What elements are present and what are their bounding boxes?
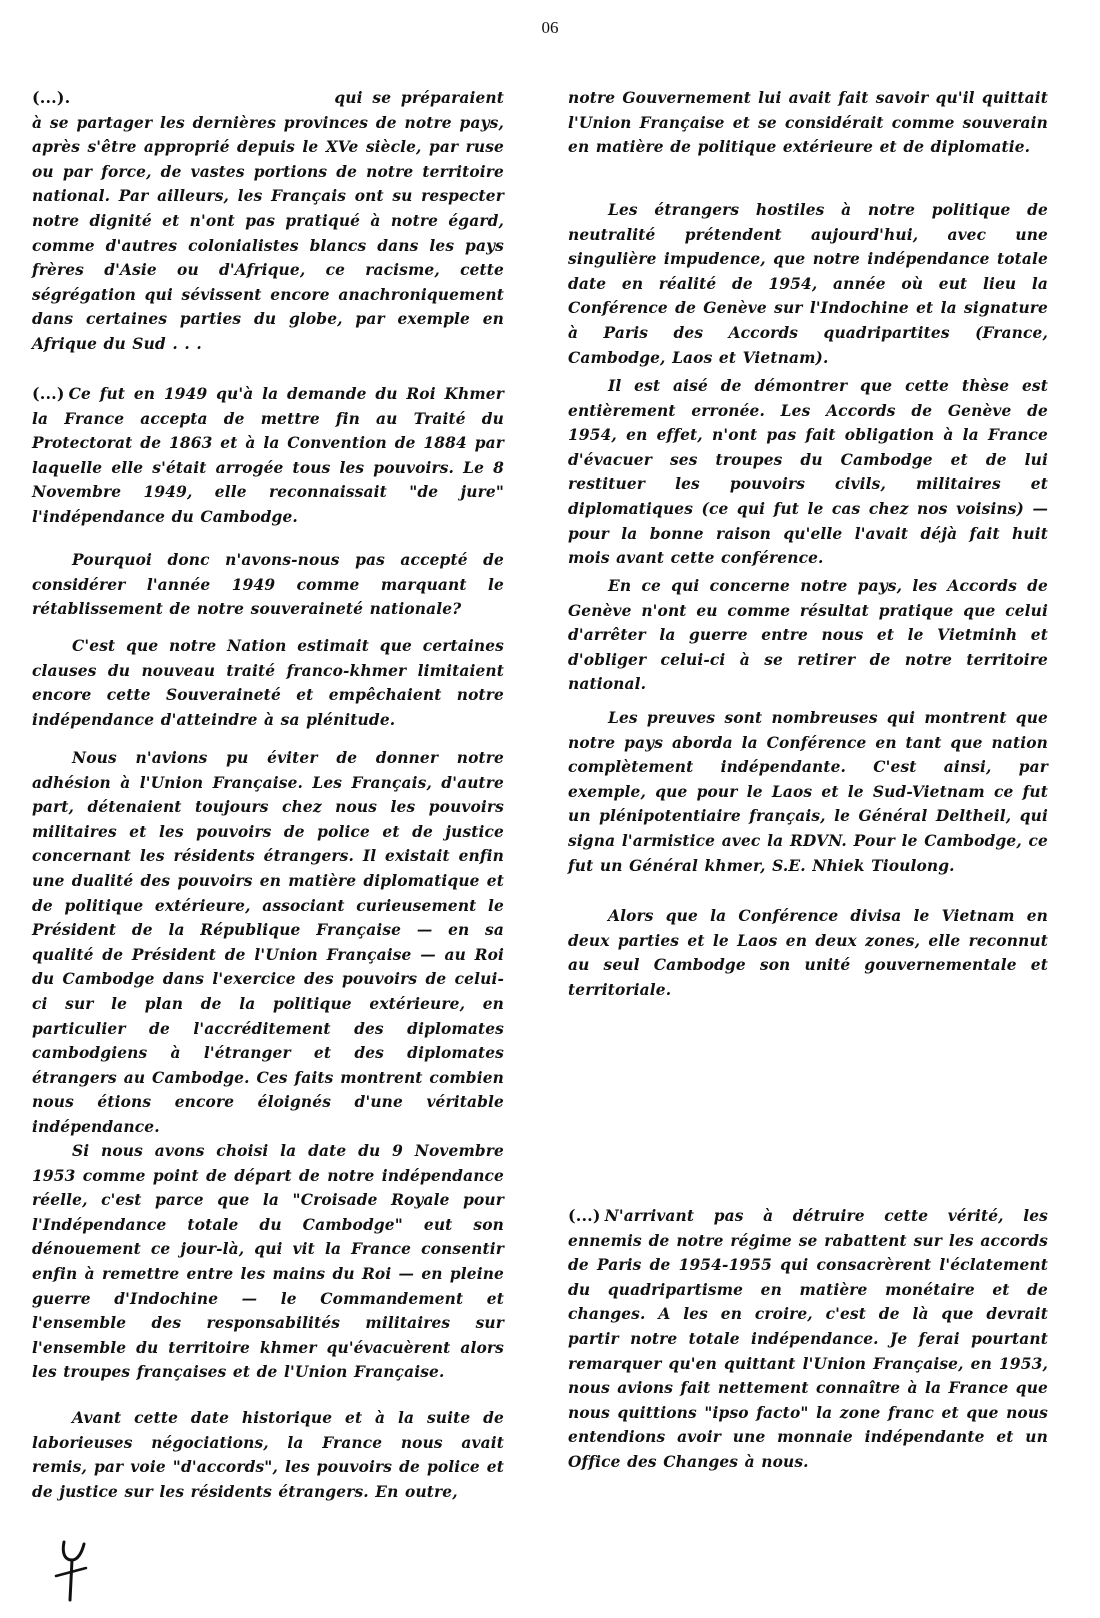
paragraph-left-4: C'est que notre Nation estimait que certaines clauses du nouveau traité franco-khmer limitaient encore cette Souveraineté et empêchaient notre indépendance d'atteindre à sa plénitude. — [32, 637, 504, 729]
paragraph-right-5: Les preuves sont nombreuses qui montrent que notre pays aborda la Conférence en tant que nation complètement indépendante. C'est ainsi, par exemple, que pour le Laos et le Sud-Vietnam ce fut un plénipotentiaire français, le Général Deltheil, qui signa l'armistice avec la RDVN. Pour le Cambodge, ce fut un Général khmer, S.E. Nhiek Tioulong. — [568, 709, 1048, 875]
paragraph-right-2: Les étrangers hostiles à notre politique de neutralité prétendent aujourd'hui, avec une singulière impudence, que notre indépendance totale date en réalité de 1954, année où eut lieu la Conférence de Genève sur l'Indochine et la signature à Paris des Accords quadripartites (France, Cambodge, Laos et Vietnam). — [568, 201, 1048, 367]
paragraph-right-6: Alors que la Conférence divisa le Vietnam en deux parties et le Laos en deux zones, elle reconnut au seul Cambodge son unité gouvernementale et territoriale. — [568, 907, 1048, 999]
paragraph-left-2 — [32, 382, 504, 530]
paragraph-text: qui se préparaient à se partager les dernières provinces de notre pays, après s'être approprié depuis le XVe siècle, par ruse ou par force, de vastes portions de notre territoire national. Par ailleurs, les Français ont su respecter notre dignité et n'ont pas pratiqué à notre égard, comme d'autres colonialistes blancs dans les pays frères d'Asie ou d'Afrique, ce racisme, cette ségrégation qui sévissent encore anachroniquement dans certaines parties du globe, par exemple en Afrique du Sud . . . — [32, 89, 504, 353]
paragraph-right-4: En ce qui concerne notre pays, les Accords de Genève n'ont eu comme résultat pratique que celui d'arrêter la guerre entre nous et le Vietminh et d'obliger celui-ci à se retirer de notre territoire national. — [568, 577, 1048, 694]
page-number: 06 — [541, 18, 559, 37]
paragraph-left-3: Pourquoi donc n'avons-nous pas accepté de considérer l'année 1949 comme marquant le rétablissement de notre souveraineté nationale? — [32, 551, 504, 619]
paragraph-right-3: Il est aisé de démontrer que cette thèse est entièrement erronée. Les Accords de Genève de 1954, en effet, n'ont pas fait obligation à la France d'évacuer ses troupes du Cambodge et de lui restituer les pouvoirs civils, militaires et diplomatiques (ce qui fut le cas chez nos voisins) — pour la bonne raison qu'elle l'avait déjà fait huit mois avant cette conférence. — [568, 377, 1048, 568]
ellipsis-marker: (...) — [568, 1206, 601, 1225]
ellipsis-marker: (...) — [32, 384, 65, 403]
paragraph-left-7: Avant cette date historique et à la suite de laborieuses négociations, la France nous avait remis, par voie "d'accords", les pouvoirs de police et de justice sur les résidents étrangers. En outre, — [32, 1409, 504, 1501]
paragraph-left-1 — [32, 86, 504, 357]
handwritten-mark — [50, 1536, 100, 1606]
paragraph-right-1: notre Gouvernement lui avait fait savoir qu'il quittait l'Union Française et se considérait comme souverain en matière de politique extérieure et de diplomatie. — [568, 89, 1048, 157]
paragraph-text: N'arrivant pas à détruire cette vérité, les ennemis de notre régime se rabattent sur les accords de Paris de 1954-1955 qui consacrèrent l'éclatement du quadripartisme en matière monétaire et de changes. A les en croire, c'est de là que devrait partir notre totale indépendance. Je ferai pourtant remarquer qu'en quittant l'Union Française, en 1953, nous avions fait nettement connaître à la France que nous quittions "ipso facto" la zone franc et que nous entendions avoir une monnaie indépendante et un Office des Changes à nous. — [568, 1207, 1048, 1471]
paragraph-left-6: Si nous avons choisi la date du 9 Novembre 1953 comme point de départ de notre indépendance réelle, c'est parce que la "Croisade Royale pour l'Indépendance totale du Cambodge" eut son dénouement ce jour-là, qui vit la France consentir enfin à remettre entre les mains du Roi — en pleine guerre d'Indochine — le Commandement et l'ensemble des responsabilités militaires sur l'ensemble du territoire khmer qu'évacuèrent alors les troupes françaises et de l'Union Française. — [32, 1142, 504, 1382]
paragraph-left-5: Nous n'avions pu éviter de donner notre adhésion à l'Union Française. Les Français, d'autre part, détenaient toujours chez nous les pouvoirs militaires et les pouvoirs de police et de justice concernant les résidents étrangers. Il existait enfin une dualité des pouvoirs en matière diplomatique et de politique extérieure, associant curieusement le Président de la République Française — en sa qualité de Président de l'Union Française — au Roi du Cambodge dans l'exercice des pouvoirs de celui-ci sur le plan de la politique extérieure, en particulier de l'accréditement des diplomates cambodgiens à l'étranger et des diplomates étrangers au Cambodge. Ces faits montrent combien nous étions encore éloignés d'une véritable indépendance. — [32, 749, 504, 1136]
paragraph-text: Ce fut en 1949 qu'à la demande du Roi Khmer la France accepta de mettre fin au Traité du Protectorat de 1863 et à la Convention de 1884 par laquelle elle s'était arrogée tous les pouvoirs. Le 8 Novembre 1949, elle reconnaissait "de jure" l'indépendance du Cambodge. — [32, 385, 504, 526]
paragraph-right-7 — [568, 1204, 1048, 1475]
ellipsis-marker: (...). — [32, 88, 71, 107]
